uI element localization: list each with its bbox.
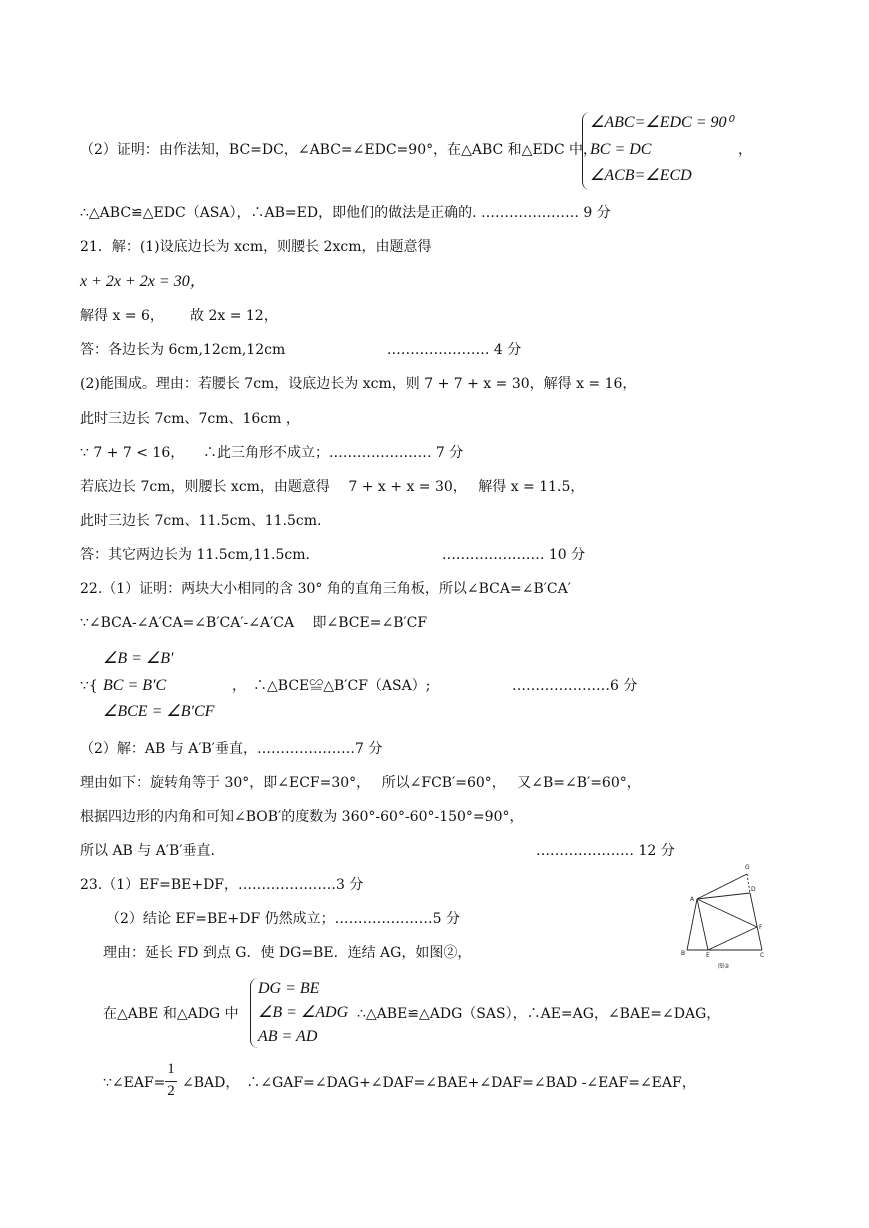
fig-label-b: B [681, 950, 686, 957]
q22-sys-2: BC = B′C [103, 677, 167, 694]
q20-system-tail: ， [738, 142, 752, 158]
fig-label-g: G [745, 864, 750, 871]
fig-label-d: D [751, 886, 756, 893]
q23-line-5-suffix: ∠BAD， ∴∠GAF=∠DAG+∠DAF=∠BAE+∠DAF=∠BAD -∠EAF=∠EAF， [182, 1075, 696, 1091]
q23-frac-den: 2 [167, 1083, 175, 1099]
q20-system-line-1: ∠ABC=∠EDC = 90⁰ [590, 114, 733, 131]
q21-line-6: 此时三边长 7cm、7cm、16cm ， [80, 411, 300, 427]
q23-line-1: 23.（1）EF=BE+DF，…………………3 分 [80, 877, 364, 893]
q21-line-3b: 故 2x = 12， [190, 308, 278, 324]
q23-line-2: （2）结论 EF=BE+DF 仍然成立；…………………5 分 [106, 911, 461, 927]
q22-line-2: ∵∠BCA-∠A′CA=∠B′CA′-∠A′CA 即∠BCE=∠B′CF [80, 615, 428, 631]
q21-line-10b: .………………… 10 分 [442, 547, 586, 563]
q21-line-5: (2)能围成。理由：若腰长 7cm，设底边长为 xcm，则 7 + 7 + x = 30，解得 x = 16， [80, 376, 637, 392]
q23-sys-3: AB = AD [258, 1028, 318, 1045]
q23-line-3: 理由：延长 FD 到点 G．使 DG=BE．连结 AG，如图②， [103, 945, 472, 961]
fig-label-a: A [690, 896, 695, 903]
fig-segment-ef [708, 927, 757, 950]
q22-line-6a: 所以 AB 与 A′B′垂直. [80, 843, 215, 859]
q22-line-6b: ………………… 12 分 [536, 843, 675, 859]
q23-sys-2: ∠B = ∠ADG [258, 1004, 349, 1021]
q22-sys-prefix: ∵{ [80, 678, 98, 694]
q21-line-3a: 解得 x = 6， [80, 308, 164, 324]
q21-line-2: x + 2x + 2x = 30， [80, 273, 206, 290]
q20-conclusion: ∴△ABC≌△EDC（ASA），∴AB=ED，即他们的做法是正确的. ………………… 9 分 [80, 205, 611, 221]
fig-segment-gd [747, 874, 750, 893]
q23-frac-bar [165, 1081, 177, 1082]
q21-line-4b: .………………… 4 分 [387, 342, 522, 358]
geometry-figure [676, 860, 776, 970]
q22-sys-mid: ， ∴△BCE≌△B′CF（ASA）; [232, 678, 431, 694]
q20-system-line-2: BC = DC [590, 141, 652, 158]
q20-part2-intro: （2）证明：由作法知，BC=DC，∠ABC=∠EDC=90°，在△ABC 和△EDC 中， [80, 142, 598, 158]
fig-segment-dc [750, 893, 762, 950]
q20-system-line-3: ∠ACB=∠ECD [590, 167, 692, 184]
q22-line-4: 理由如下：旋转角等于 30°，即∠ECF=30°， 所以∠FCB′=60°， 又∠B=∠B′=60°， [80, 775, 641, 791]
q22-score-1: …………………6 分 [512, 678, 638, 694]
q22-line-5: 根据四边形的内角和可知∠BOB′的度数为 360°-60°-60°-150°=90°， [80, 809, 524, 825]
fig-label-c: C [760, 952, 765, 959]
fig-segment-ad [697, 893, 750, 899]
fig-label-e: E [706, 952, 710, 959]
q21-line-9: 此时三边长 7cm、11.5cm、11.5cm. [80, 513, 322, 529]
q23-line-4-suffix: ∴△ABE≌△ADG（SAS），∴AE=AG，∠BAE=∠DAG， [357, 1006, 721, 1022]
q22-line-1: 22.（1）证明：两块大小相同的含 30° 角的直角三角板，所以∠BCA=∠B′CA′ [80, 581, 571, 597]
q22-sys-1: ∠B = ∠B′ [103, 650, 174, 667]
q23-frac-num: 1 [167, 1061, 175, 1077]
q23-sys-1: DG = BE [258, 980, 320, 997]
fig-caption: 图② [718, 963, 730, 970]
q21-line-7a: ∵ 7 + 7 < 16， [80, 445, 185, 461]
fig-segment-ag [697, 874, 747, 899]
fig-segment-ae [697, 899, 708, 950]
q23-line-5-prefix: ∵∠EAF= [103, 1075, 166, 1091]
q21-line-10a: 答：其它两边长为 11.5cm,11.5cm. [80, 547, 310, 563]
q22-sys-3: ∠BCE = ∠B′CF [103, 703, 215, 720]
q21-line-7b: ∴此三角形不成立；.………………… 7 分 [203, 445, 464, 461]
q23-line-4-prefix: 在△ABE 和△ADG 中 [103, 1006, 239, 1022]
fig-segment-af [697, 899, 757, 927]
fig-segment-ab [687, 899, 697, 950]
q21-line-4a: 答：各边长为 6cm,12cm,12cm [80, 342, 286, 358]
fig-label-f: F [759, 924, 763, 931]
q22-line-3: （2）解：AB 与 A′B′垂直，…………………7 分 [80, 741, 383, 757]
q21-line-1: 21．解：(1)设底边长为 xcm，则腰长 2xcm，由题意得 [80, 239, 432, 255]
q21-line-8: 若底边长 7cm，则腰长 xcm，由题意得 7 + x + x = 30， 解得 x = 11.5， [80, 479, 585, 495]
